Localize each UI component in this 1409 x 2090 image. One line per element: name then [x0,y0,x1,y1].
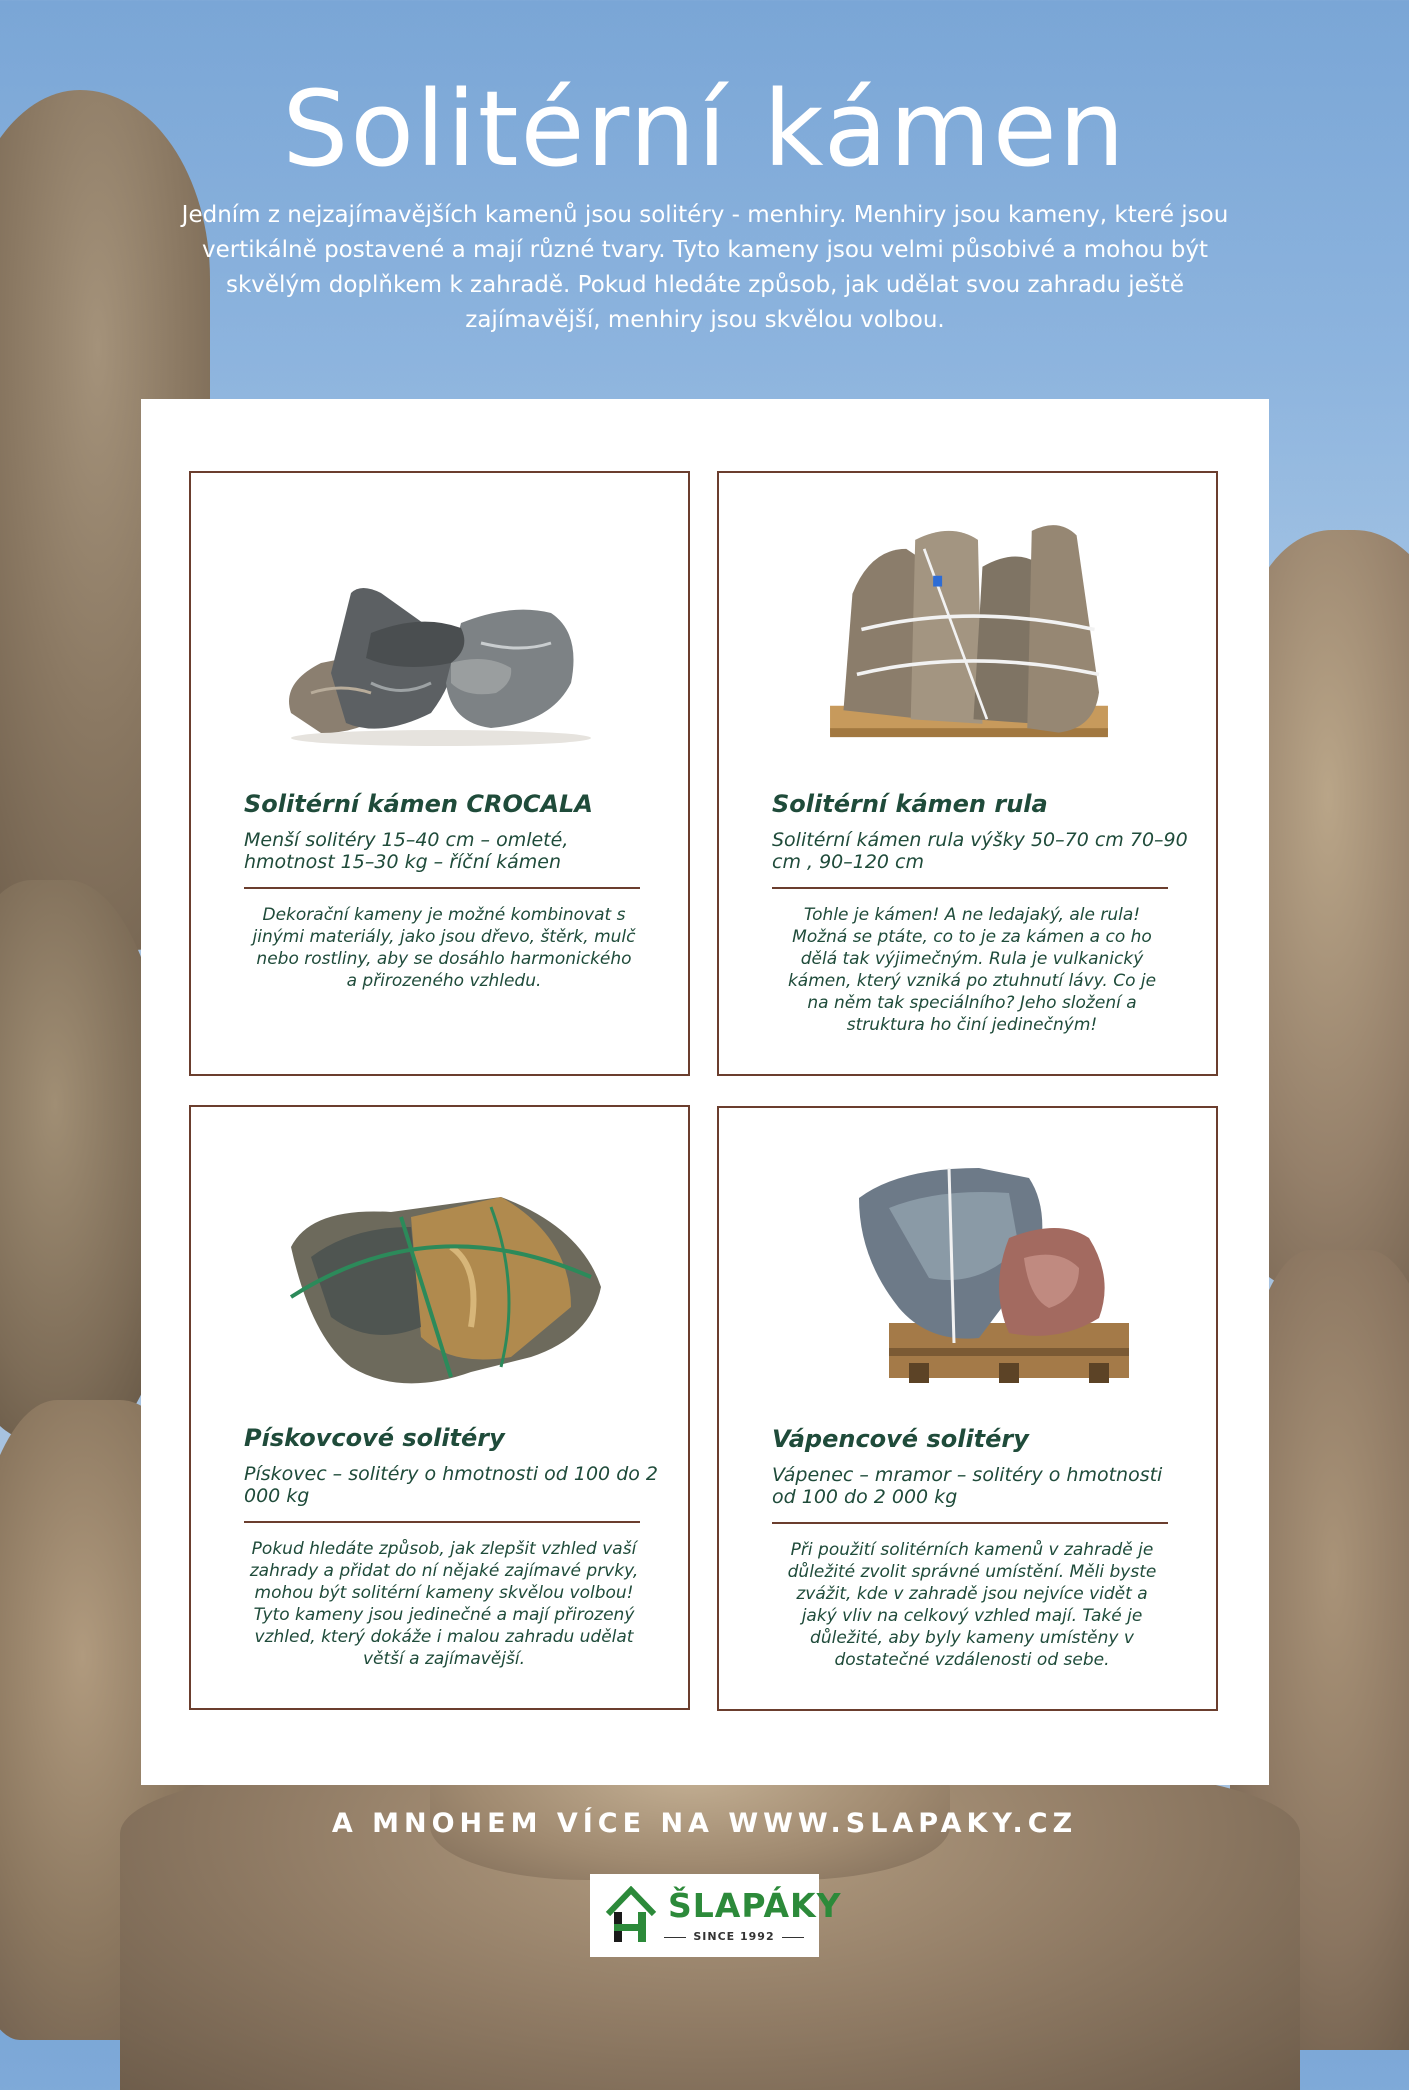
crocala-stones-image [251,533,631,753]
divider [244,1521,640,1523]
card-description: Pokud hledáte způsob, jak zlepšit vzhled vaší zahrady a přidat do ní nějaké zajímavé prvky, mohou být solitérní kameny skvělou volbou! Tyto kameny jsou jedinečné a mají přirozený vzhled, který dokáže i malou zahradu udělat větší a zajímavější. [249,1539,639,1669]
divider [772,887,1168,889]
limestone-boulders-pallet-image [779,1148,1159,1398]
card-subtitle: Menší solitéry 15–40 cm – omleté, hmotnost 15–30 kg – říční kámen [244,829,569,873]
card-subtitle: Solitérní kámen rula výšky 50–70 cm 70–90 cm , 90–120 cm [772,829,1188,873]
card-description: Dekorační kameny je možné kombinovat s jinými materiály, jako jsou dřevo, štěrk, mulč nebo rostliny, aby se dosáhlo harmonického a přirozeného vzhledu. [252,905,636,991]
rula-stones-pallet-image [779,513,1159,773]
card-title: Solitérní kámen rula [772,790,1048,818]
card-title: Solitérní kámen CROCALA [244,790,593,818]
slapaky-logo[interactable] [590,1874,842,1957]
card-subtitle: Vápenec – mramor – solitéry o hmotnosti od 100 do 2 000 kg [772,1464,1163,1508]
intro-text: Jedním z nejzajímavějších kamenů jsou solitéry - menhiry. Menhiry jsou kameny, které jsou vertikálně postavené a mají různé tvary. Tyto kameny jsou velmi působivé a mohou být skvělým doplňkem k zahradě. Pokud hledáte způsob, jak udělat svou zahradu ještě zajímavější, menhiry jsou skvělou volbou. [181,202,1229,333]
card-description: Při použití solitérních kamenů v zahradě je důležité zvolit správné umístění. Měli byste zvážit, kde v zahradě jsou nejvíce vidět a jaký vliv na celkový vzhled mají. Také je důležité, aby byly kameny umístěny v dostatečné vzdálenosti od sebe. [787,1540,1157,1670]
card-title: Pískovcové solitéry [244,1424,505,1452]
product-card-piskovec [189,1105,690,1710]
logo-text: ŠLAPÁKY [668,1886,842,1925]
product-card-rula [717,471,1218,1076]
card-subtitle: Pískovec – solitéry o hmotnosti od 100 do 2 000 kg [244,1463,659,1507]
divider [244,887,640,889]
product-card-crocala [189,471,690,1076]
divider [772,1522,1168,1524]
house-logo-icon [604,1886,658,1946]
logo-since-text: SINCE 1992 [674,1930,794,1943]
card-description: Tohle je kámen! A ne ledajaký, ale rula! Možná se ptáte, co to je za kámen a co ho dělá tak výjimečným. Rula je vulkanický kámen, který vzniká po ztuhnutí lávy. Co je na něm tak speciálního? Jeho složení a struktura ho činí jedinečným! [787,905,1157,1035]
page-title: Solitérní kámen [282,68,1127,190]
card-title: Vápencové solitéry [772,1425,1029,1453]
product-card-vapenec [717,1106,1218,1711]
sandstone-boulder-image [251,1167,631,1407]
website-link[interactable]: A MNOHEM VÍCE NA WWW.SLAPAKY.CZ [331,1808,1078,1839]
